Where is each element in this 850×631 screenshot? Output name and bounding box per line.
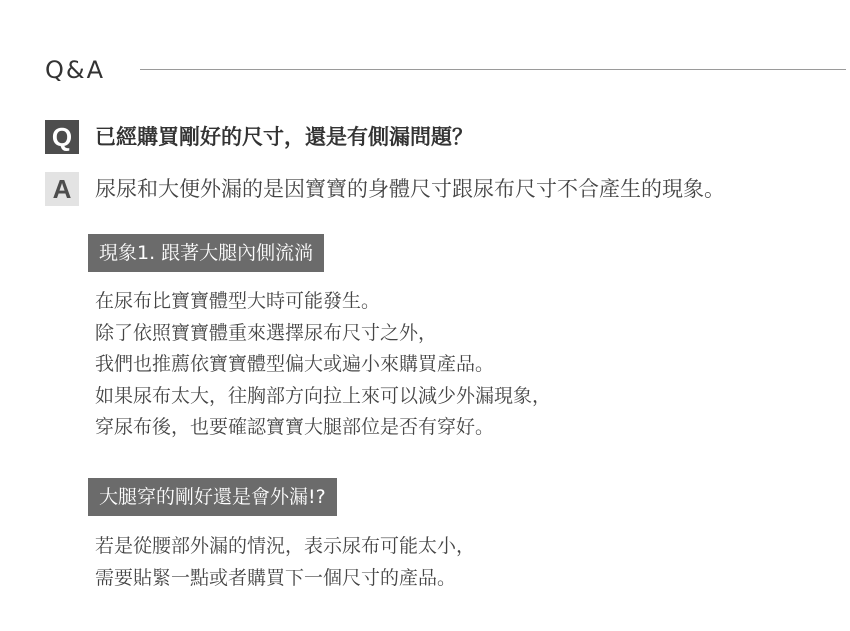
section-label-inner-thigh-leak: 現象1. 跟著大腿內側流淌 bbox=[88, 234, 324, 272]
question-text: 已經購買剛好的尺寸，還是有側漏問題？ bbox=[95, 125, 473, 149]
body-line: 穿尿布後，也要確認寶寶大腿部位是否有穿好。 bbox=[95, 416, 495, 438]
body-line: 如果尿布太大，往胸部方向拉上來可以減少外漏現象， bbox=[95, 384, 552, 407]
answer-badge: A bbox=[45, 172, 79, 206]
section-body-inner-thigh-leak bbox=[95, 286, 551, 444]
body-line: 我們也推薦依寶寶體型偏大或遍小來購買產品。 bbox=[95, 353, 495, 375]
qa-heading: Q&A bbox=[45, 56, 106, 84]
body-line: 除了依照寶寶體重來選擇尿布尺寸之外， bbox=[95, 321, 438, 344]
section-label-waist-leak: 大腿穿的剛好還是會外漏!? bbox=[88, 478, 337, 516]
section-body-waist-leak bbox=[95, 531, 475, 594]
body-line: 若是從腰部外漏的情況，表示尿布可能太小， bbox=[95, 535, 476, 557]
body-line: 需要貼緊一點或者購買下一個尺寸的產品。 bbox=[95, 566, 457, 589]
heading-divider bbox=[140, 69, 846, 70]
body-line: 在尿布比寶寶體型大時可能發生。 bbox=[95, 290, 381, 312]
answer-text: 尿尿和大便外漏的是因寶寶的身體尺寸跟尿布尺寸不合產生的現象。 bbox=[95, 177, 725, 201]
question-badge: Q bbox=[45, 120, 79, 154]
